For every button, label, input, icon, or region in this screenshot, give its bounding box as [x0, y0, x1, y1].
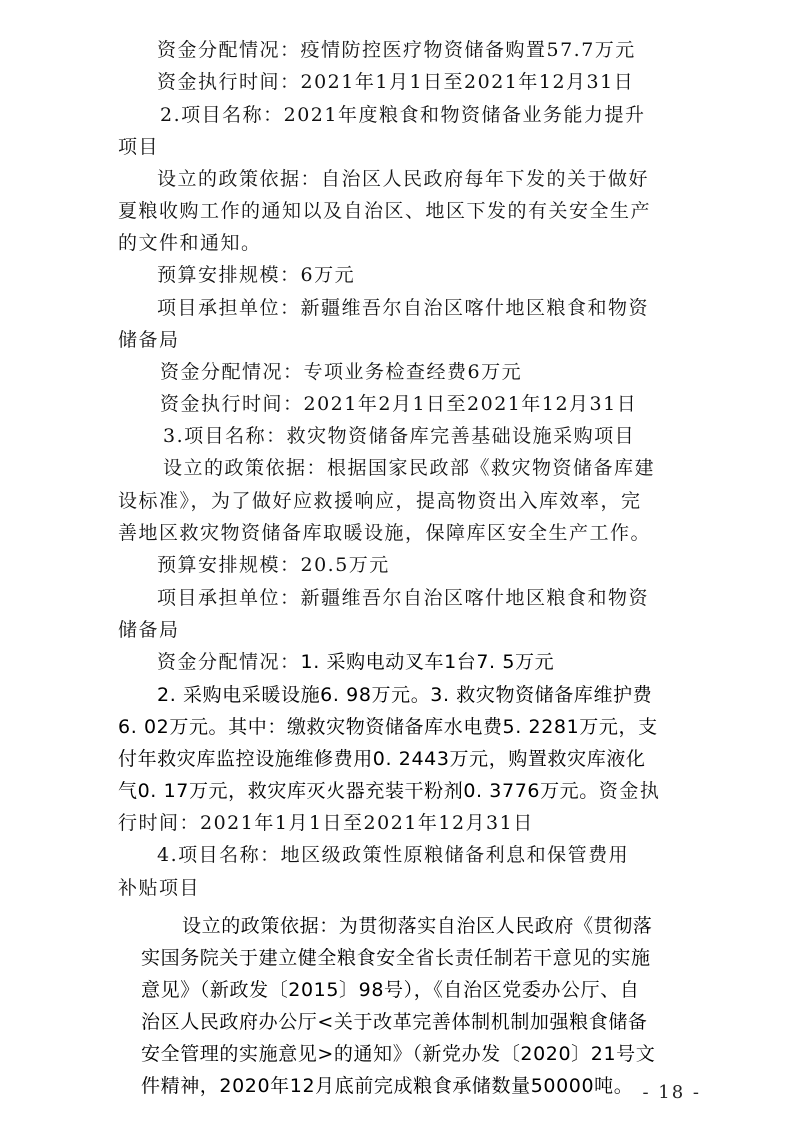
text-line: 的文件和通知。	[118, 232, 262, 254]
text-line: 资金执行时间：2021年1月1日至2021年12月31日	[157, 71, 635, 93]
bold-text-line: 6. 02万元。其中：缴救灾物资储备库水电费5. 2281万元，支	[118, 716, 658, 738]
bold-text-line: 安全管理的实施意见>的通知》（新党办发〔2020〕21号文	[141, 1043, 656, 1065]
text-line: 预算安排规模：20.5万元	[157, 554, 390, 576]
text-line: 设标准》，为了做好应救援响应，提高物资出入库效率，完	[118, 490, 642, 512]
text-line: 资金分配情况：专项业务检查经费6万元	[160, 361, 523, 383]
text-line: 补贴项目	[118, 877, 201, 899]
bold-text-line: 实国务院关于建立健全粮食安全省长责任制若干意见的实施	[141, 947, 651, 969]
text-line: 2.项目名称：2021年度粮食和物资储备业务能力提升	[160, 104, 646, 126]
bold-text: 1. 采购电动叉车1台7. 5万元	[300, 651, 555, 673]
text-line: 资金执行时间：2021年2月1日至2021年12月31日	[160, 393, 638, 415]
page-number: - 18 -	[642, 1082, 701, 1103]
text-line: 预算安排规模：6万元	[157, 264, 356, 286]
text-line: 善地区救灾物资储备库取暖设施，保障库区安全生产工作。	[118, 522, 652, 544]
text-prefix: 资金分配情况：	[157, 651, 301, 673]
text-line: 项目	[118, 136, 160, 158]
text-line: 储备局	[118, 619, 180, 641]
text-line: 资金分配情况：疫情防控医疗物资储备购置57.7万元	[157, 39, 636, 61]
text-line: 行时间：2021年1月1日至2021年12月31日	[118, 812, 534, 834]
text-line: 项目承担单位：新疆维吾尔自治区喀什地区粮食和物资	[157, 587, 650, 609]
bold-text: 气0. 17万元，救灾库灭火器充装干粉剂0. 3776万元。	[118, 780, 599, 802]
text-line: 3.项目名称：救灾物资储备库完善基础设施采购项目	[163, 425, 636, 447]
text-line	[118, 779, 660, 803]
bold-text-line: 意见》（新政发〔2015〕98号），《自治区党委办公厅、自	[141, 979, 640, 1001]
text-line	[157, 650, 554, 674]
text-line: 设立的政策依据：根据国家民政部《救灾物资储备库建	[163, 457, 656, 479]
text-line: 项目承担单位：新疆维吾尔自治区喀什地区粮食和物资	[157, 297, 650, 319]
bold-text-line: 设立的政策依据：为贯彻落实自治区人民政府《贯彻落	[182, 915, 653, 937]
text-line: 储备局	[118, 329, 180, 351]
text-line: 设立的政策依据：自治区人民政府每年下发的关于做好	[157, 168, 650, 190]
text-line: 4.项目名称：地区级政策性原粮储备利息和保管费用	[157, 844, 630, 866]
bold-text-line: 件精神，2020年12月底前完成粮食承储数量50000吨。	[141, 1075, 634, 1097]
bold-text-line: 2. 采购电采暖设施6. 98万元。3. 救灾物资储备库维护费	[157, 684, 653, 706]
text-line: 夏粮收购工作的通知以及自治区、地区下发的有关安全生产	[118, 200, 652, 222]
text-suffix: 资金执	[598, 780, 661, 802]
bold-text-line: 治区人民政府办公厅<关于改革完善体制机制加强粮食储备	[141, 1011, 648, 1033]
bold-text-line: 付年救灾库监控设施维修费用0. 2443万元，购置救灾库液化	[118, 748, 646, 770]
